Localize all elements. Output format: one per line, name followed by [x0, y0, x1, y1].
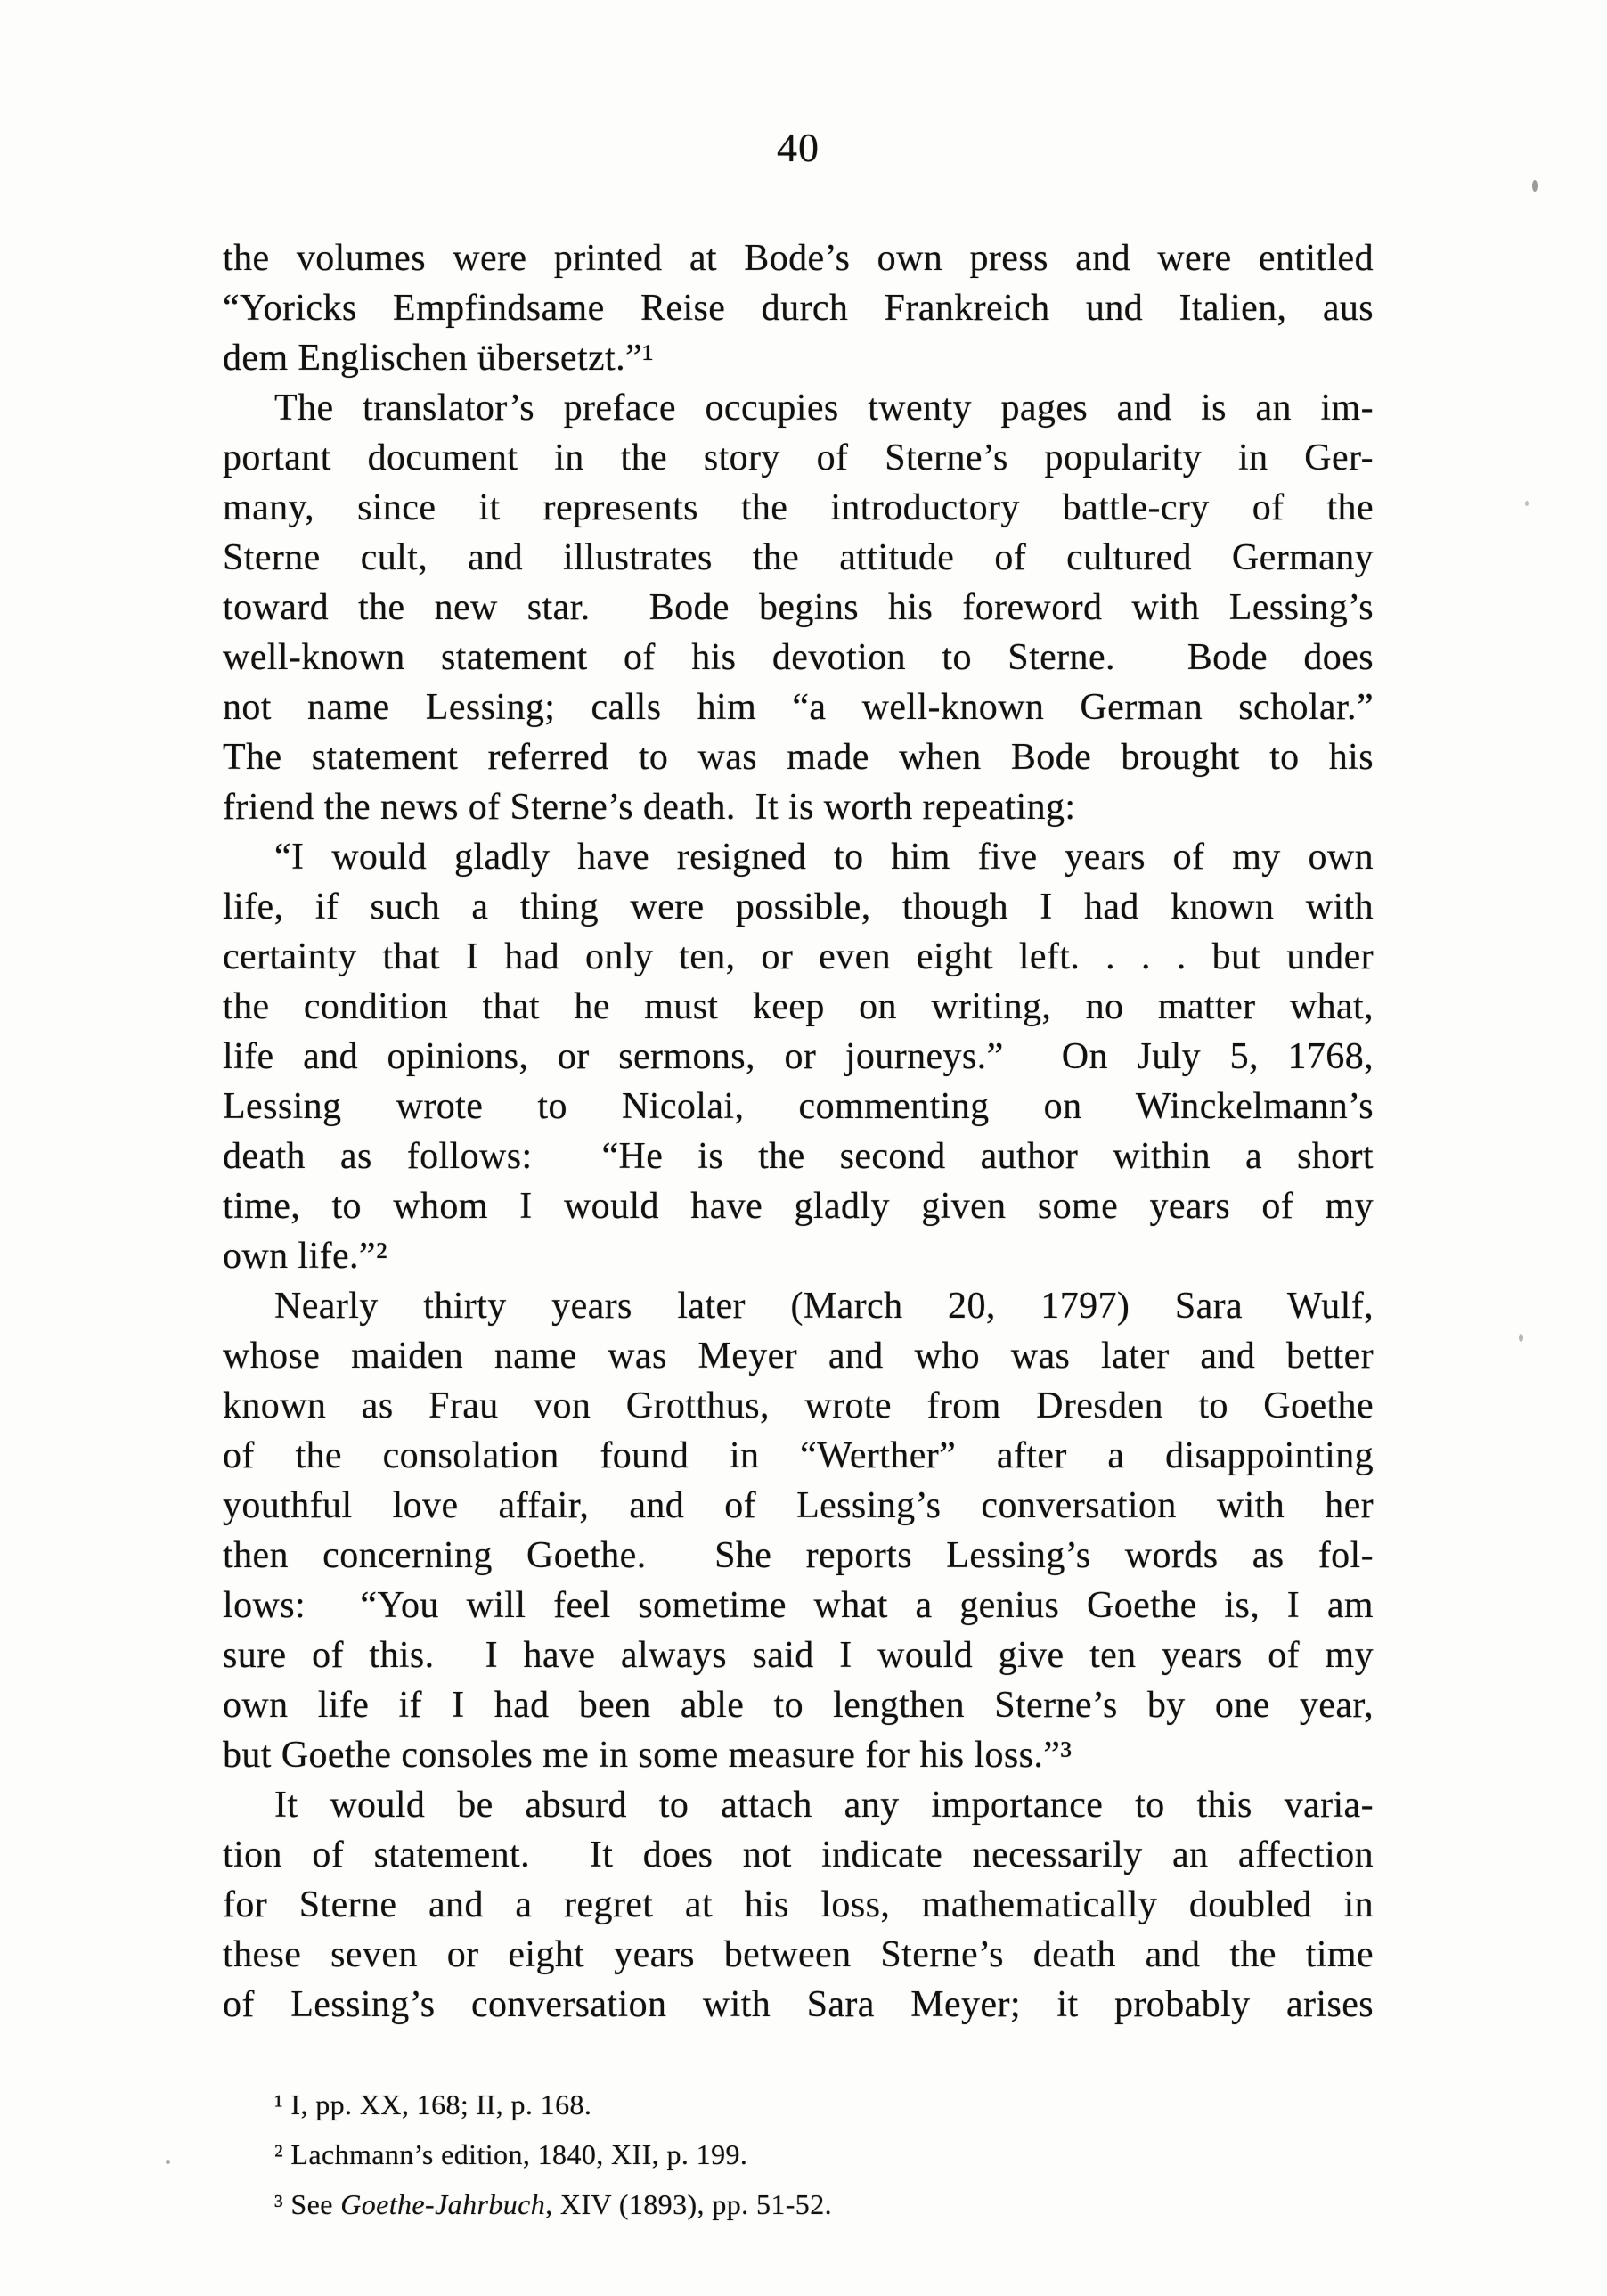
footnote: [223, 2079, 1374, 2129]
text-line: “Yoricks Empfindsame Reise durch Frankreich und Italien, aus: [223, 288, 1374, 329]
text-line: sure of this. I have always said I would give ten years of my: [223, 1635, 1374, 1676]
text-line: friend the news of Sterne’s death. It is worth repeating:: [223, 787, 1076, 828]
scan-speck-artifact: [1525, 501, 1529, 506]
text-line: It would be absurd to attach any importance to this varia-: [274, 1785, 1374, 1826]
text-line: known as Frau von Grotthus, wrote from Dresden to Goethe: [223, 1385, 1374, 1426]
text-line: lows: “You will feel sometime what a genius Goethe is, I am: [223, 1585, 1374, 1626]
text-line: tion of statement. It does not indicate necessarily an affection: [223, 1834, 1374, 1875]
text-line: whose maiden name was Meyer and who was later and better: [223, 1336, 1374, 1377]
text-line: Nearly thirty years later (March 20, 1797) Sara Wulf,: [274, 1286, 1374, 1327]
text-line: of the consolation found in “Werther” after a disappointing: [223, 1435, 1374, 1476]
text-line: time, to whom I would have gladly given some years of my: [223, 1186, 1374, 1227]
text-line: death as follows: “He is the second author within a short: [223, 1136, 1374, 1177]
paragraph: [223, 1281, 1374, 1780]
scan-speck-artifact: [1519, 1334, 1523, 1342]
text-line: own life if I had been able to lengthen Sterne’s by one year,: [223, 1685, 1374, 1726]
scan-speck-artifact: [1532, 180, 1538, 192]
text-line: of Lessing’s conversation with Sara Meyer; it probably arises: [223, 1984, 1374, 2025]
text-line: many, since it represents the introductory battle-cry of the: [223, 487, 1374, 528]
text-line: “I would gladly have resigned to him five years of my own: [274, 837, 1374, 878]
text-line: own life.”²: [223, 1236, 387, 1277]
text-line: portant document in the story of Sterne’s popularity in Ger-: [223, 437, 1374, 478]
text-line: not name Lessing; calls him “a well-known German scholar.”: [223, 687, 1374, 728]
text-line: for Sterne and a regret at his loss, mathematically doubled in: [223, 1884, 1374, 1925]
text-line: but Goethe consoles me in some measure for his loss.”³: [223, 1735, 1073, 1776]
text-line: Lessing wrote to Nicolai, commenting on Winckelmann’s: [223, 1086, 1374, 1127]
text-line: The statement referred to was made when Bode brought to his: [223, 737, 1374, 778]
paragraph: [223, 233, 1374, 383]
footnote-text: ³ See: [274, 2188, 341, 2220]
footnote-text: XIV (1893), pp. 51-52.: [552, 2188, 832, 2220]
text-line: toward the new star. Bode begins his foreword with Lessing’s: [223, 587, 1374, 628]
text-line: life, if such a thing were possible, though I had known with: [223, 887, 1374, 927]
footnote-text: ² Lachmann’s edition, 1840, XII, p. 199.: [274, 2138, 748, 2170]
paragraph: [223, 832, 1374, 1281]
page-number: 40: [777, 125, 820, 170]
text-line: youthful love affair, and of Lessing’s conversation with her: [223, 1485, 1374, 1526]
text-line: The translator’s preface occupies twenty pages and is an im-: [274, 388, 1374, 429]
text-line: then concerning Goethe. She reports Lessing’s words as fol-: [223, 1535, 1374, 1576]
text-line: life and opinions, or sermons, or journeys.” On July 5, 1768,: [223, 1036, 1374, 1077]
text-line: the condition that he must keep on writing, no matter what,: [223, 986, 1374, 1027]
paragraph: [223, 1780, 1374, 2030]
body-text: [223, 233, 1374, 2030]
text-line: dem Englischen übersetzt.”¹: [223, 338, 655, 379]
text-line: the volumes were printed at Bode’s own press and were entitled: [223, 238, 1374, 279]
text-line: Sterne cult, and illustrates the attitude of cultured Germany: [223, 537, 1374, 578]
text-line: certainty that I had only ten, or even eight left. . . . but under: [223, 936, 1374, 977]
footnotes: [223, 2079, 1374, 2229]
text-line: well-known statement of his devotion to Sterne. Bode does: [223, 637, 1374, 678]
text-line: these seven or eight years between Sterne’s death and the time: [223, 1934, 1374, 1975]
scan-speck-artifact: [166, 2160, 170, 2164]
footnote-text: ¹ I, pp. XX, 168; II, p. 168.: [274, 2088, 592, 2120]
paragraph: [223, 383, 1374, 832]
footnote-italic-text: Goethe-Jahrbuch,: [340, 2188, 553, 2220]
footnote: [223, 2129, 1374, 2179]
footnote: [223, 2179, 1374, 2229]
